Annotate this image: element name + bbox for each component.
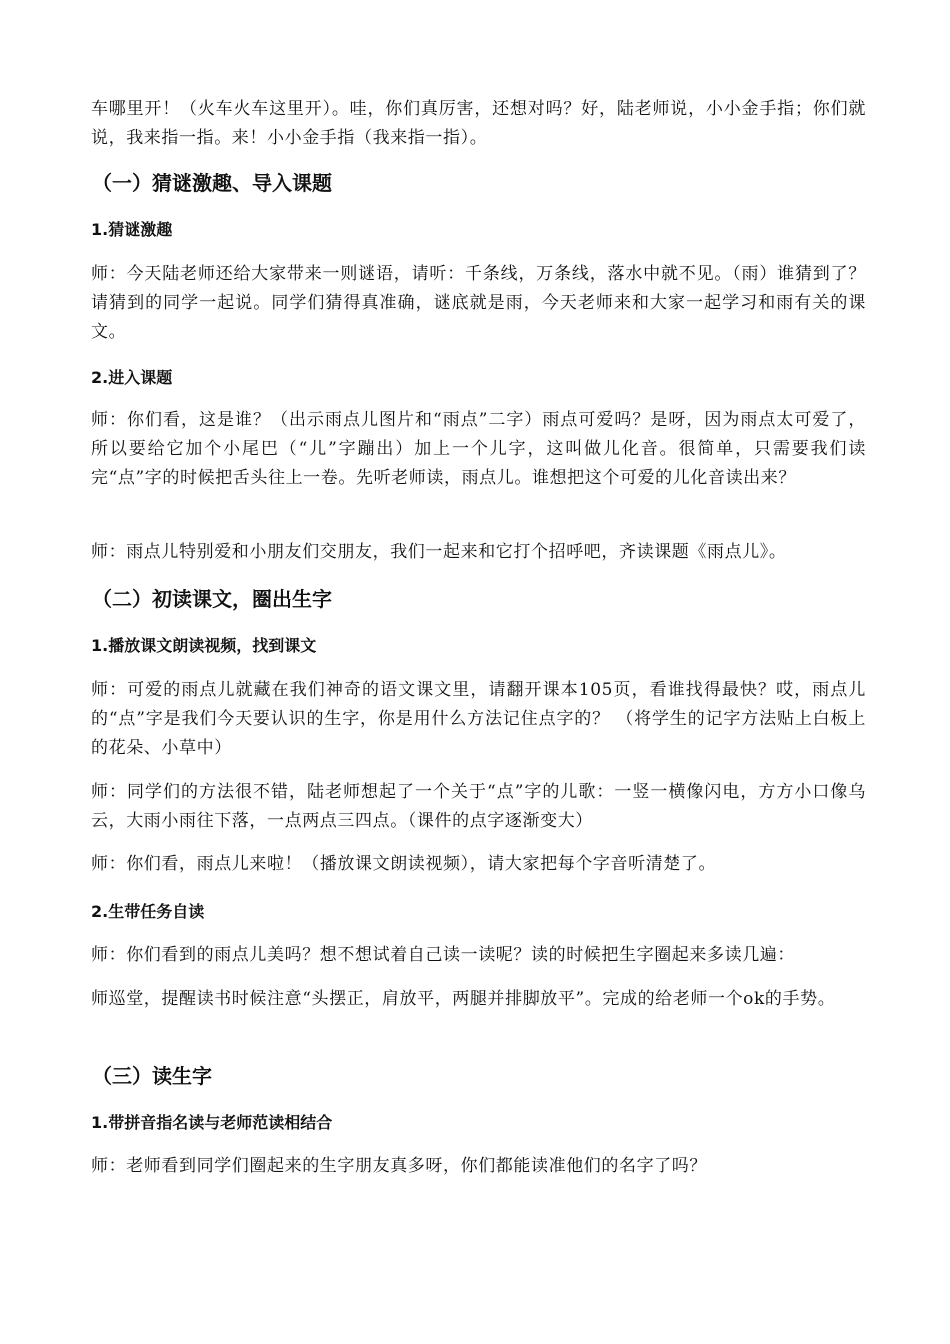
subheading-1-2: 2.进入课题 (91, 368, 173, 387)
subheading-2-2: 2.生带任务自读 (91, 902, 205, 921)
paragraph-read-words: 师：老师看到同学们圈起来的生字朋友真多呀，你们都能读准他们的名字了吗？ (91, 1156, 707, 1176)
paragraph-video: 师：你们看，雨点儿来啦！（播放课文朗读视频），请大家把每个字音听清楚了。 (91, 854, 717, 874)
paragraph-self-read: 师：你们看到的雨点儿美吗？想不想试着自己读一读呢？读的时候把生字圈起来多读几遍： (91, 945, 795, 965)
subheading-2-1: 1.播放课文朗读视频，找到课文 (91, 636, 317, 655)
paragraph-intro: 车哪里开！（火车火车这里开）。哇，你们真厉害，还想对吗？好，陆老师说，小小金手指；你们就说，我来指一指。来！小小金手指（我来指一指）。 (91, 99, 866, 148)
paragraph-topic: 师：你们看，这是谁？（出示雨点儿图片和“雨点”二字）雨点可爱吗？是呀，因为雨点太可爱了，所以要给它加个小尾巴（“儿”字蹦出）加上一个儿字，这叫做儿化音。很简单，只需要我们读完“点”字的时候把舌头往上一卷。先听老师读，雨点儿。谁想把这个可爱的儿化音读出来？ (91, 410, 866, 488)
paragraph-rhyme: 师：同学们的方法很不错，陆老师想起了一个关于“点”字的儿歌：一竖一横像闪电，方方小口像乌云，大雨小雨往下落，一点两点三四点。（课件的点字逐渐变大） (91, 782, 866, 831)
subheading-1-1: 1.猜谜激趣 (91, 220, 173, 239)
paragraph-riddle: 师：今天陆老师还给大家带来一则谜语，请听：千条线，万条线，落水中就不见。（雨）谁猜到了？请猜到的同学一起说。同学们猜得真准确，谜底就是雨，今天老师来和大家一起学习和雨有关的课文。 (91, 264, 866, 342)
section-heading-1: （一）猜谜激趣、导入课题 (92, 171, 332, 195)
paragraph-greeting: 师：雨点儿特别爱和小朋友们交朋友，我们一起来和它打个招呼吧，齐读课题《雨点儿》。 (91, 542, 787, 562)
section-heading-2: （二）初读课文，圈出生字 (92, 587, 332, 611)
paragraph-posture: 师巡堂，提醒读书时候注意“头摆正，肩放平，两腿并排脚放平”。完成的给老师一个ok的手势。 (91, 989, 836, 1009)
paragraph-find-text: 师：可爱的雨点儿就藏在我们神奇的语文课文里，请翻开课本105页，看谁找得最快？哎，雨点儿的“点”字是我们今天要认识的生字，你是用什么方法记住点字的？ （将学生的记字方法贴上白板上的花朵、小草中） (91, 680, 866, 758)
section-heading-3: （三）读生字 (92, 1064, 212, 1088)
subheading-3-1: 1.带拼音指名读与老师范读相结合 (91, 1113, 333, 1132)
